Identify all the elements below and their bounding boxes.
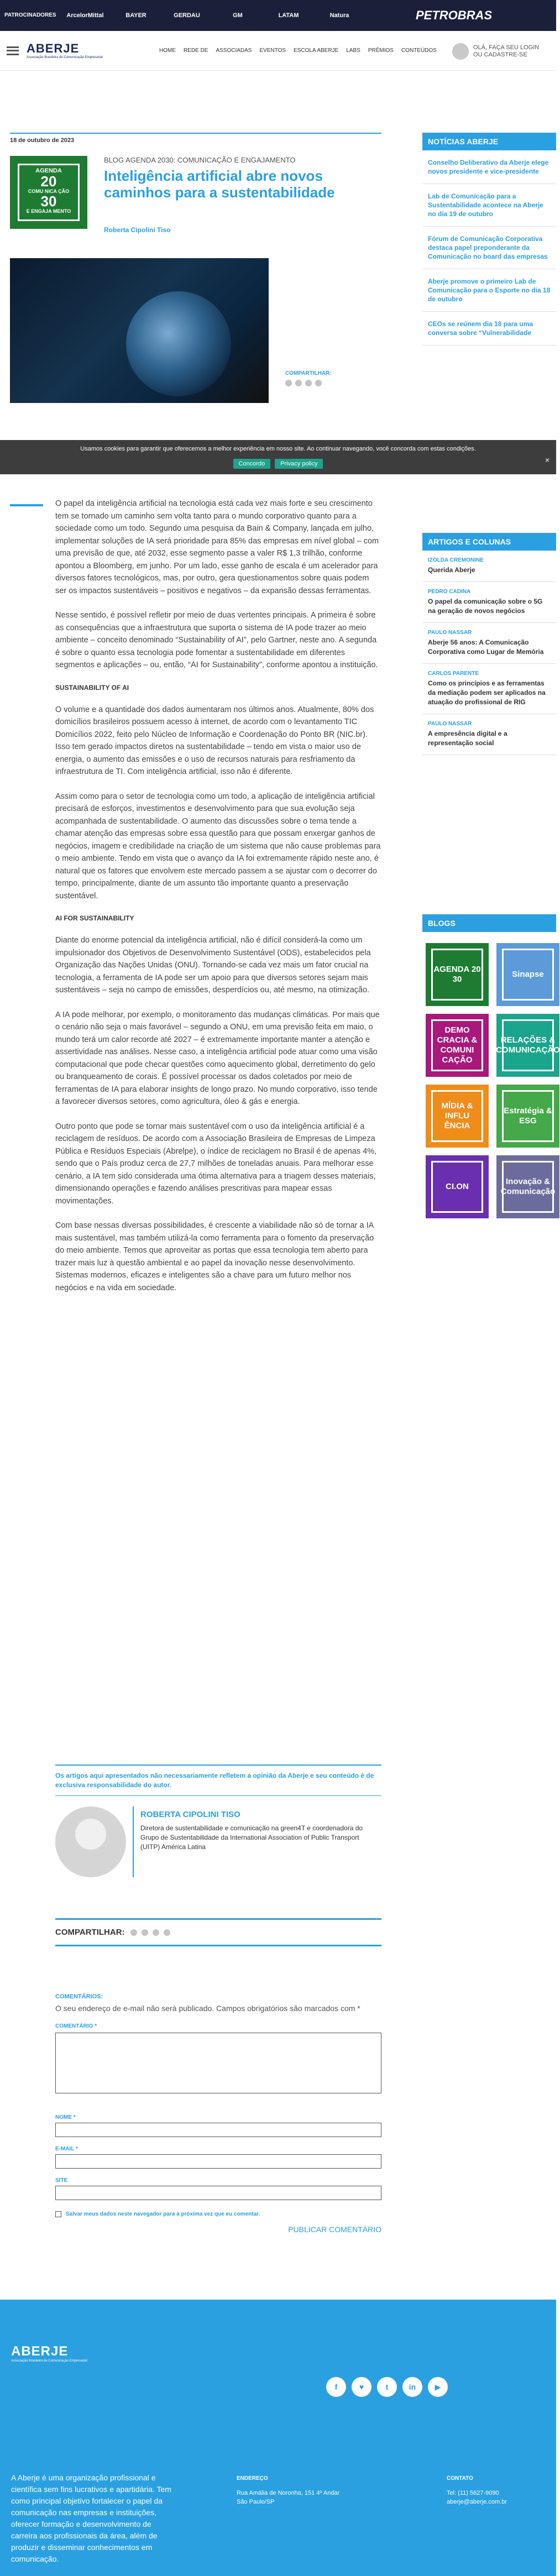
footer-logo[interactable] [11, 2344, 87, 2363]
article-item[interactable] [422, 582, 556, 623]
blog-tile[interactable] [496, 1014, 559, 1077]
article-header [10, 133, 381, 403]
social-links [326, 2377, 448, 2397]
address-title: ENDEREÇO [237, 2475, 268, 2481]
blog-tile[interactable] [426, 1014, 489, 1077]
blog-tile[interactable] [496, 943, 559, 1006]
blog-tile-label: Inovação & Comunicação [500, 1177, 556, 1196]
article-item-title: Como os princípios e as ferramentas da mediação podem ser aplicados na atuação do profissional de RIG [428, 679, 546, 706]
author-box [55, 1807, 381, 1877]
news-title: NOTÍCIAS ABERJE [422, 133, 556, 150]
nav-item-associadas[interactable]: ASSOCIADAS [216, 48, 252, 54]
comments-heading: COMENTÁRIOS: [55, 1993, 103, 2000]
blog-tile-label: Sinapse [512, 970, 544, 979]
footer-contact [447, 2474, 507, 2506]
share-label: COMPARTILHAR: [285, 370, 332, 376]
article-author-link[interactable]: Roberta Cipolini Tiso [104, 226, 171, 234]
sidebar-news [422, 133, 556, 345]
facebook-icon[interactable] [305, 380, 312, 386]
article-item-title: Querida Aberje [428, 566, 475, 574]
footer-address [237, 2474, 339, 2506]
contact-title: CONTATO [447, 2475, 473, 2481]
linkedin-icon[interactable]: in [402, 2377, 422, 2397]
sponsor-logo[interactable]: BAYER [125, 12, 146, 19]
blog-tile[interactable] [426, 943, 489, 1006]
badge-num1: 20 [40, 173, 57, 190]
author-name[interactable]: ROBERTA CIPOLINI TISO [140, 1810, 240, 1819]
accent-bar [10, 504, 43, 506]
nav-item-rede[interactable]: REDE DE [184, 48, 208, 54]
section-heading: SUSTAINABILITY OF AI [55, 683, 129, 692]
news-item[interactable]: Fórum de Comunicação Corporativa destaca papel preponderante da Comunicação no board das empresas [422, 227, 556, 269]
nav-item-premios[interactable]: PRÊMIOS [368, 48, 394, 54]
article-item-title: A empresência digital e a representação social [428, 730, 507, 747]
nav-item-labs[interactable]: LABS [346, 48, 360, 54]
site-logo[interactable] [27, 41, 121, 60]
comment-textarea[interactable] [55, 2033, 381, 2093]
blog-tile[interactable] [426, 1085, 489, 1148]
disclaimer: Os artigos aqui apresentados não necessariamente refletem a opinião da Aberje e seu conteúdo é de exclusiva responsabilidade do autor. [55, 1765, 381, 1796]
news-item[interactable]: Lab de Comunicação para a Sustentabilidade acontece na Aberje no dia 19 de outubro [422, 184, 556, 227]
instagram-icon[interactable]: ♥ [352, 2377, 371, 2397]
site-label: SITE [55, 2177, 68, 2184]
login-link[interactable] [452, 43, 540, 60]
article-item[interactable] [422, 664, 556, 714]
cookie-message: Usamos cookies para garantir que oferecemos a melhor experiência em nosso site. Ao continuar navegando, você concorda com estas condições. [80, 446, 476, 452]
paragraph: O papel da inteligência artificial na tecnologia está cada vez mais forte e seu crescimento tem se tornado um caminho sem volta tanto para o mundo corporativo quanto para a sociedade como um todo. Segundo uma pesquisa da Bain & Company, lançada em julho, implementar soluções de IA será prioridade para 85% das empresas em nível global – com uma previsão de que, até 2032, esse segmento passe a valer R$ 1,3 trilhão, conforme apontou a Bloomberg, em junho. Por um lado, esse ganho de escala é um acelerador para diversos fatores tecnológicos, mas, por outro, gera questionamentos sobre quais podem ser os impactos sustentáveis – positivos e negativos – da expansão dessas ferramentas. [55, 499, 379, 595]
sidebar-blogs [422, 914, 560, 1218]
sponsor-logo[interactable]: ArcelorMittal [66, 12, 104, 19]
sponsor-logo[interactable]: GERDAU [174, 12, 200, 19]
footer-brand-subtitle: Associação Brasileira de Comunicação Empresarial [11, 2359, 87, 2363]
site-footer [0, 2300, 556, 2576]
email-label: E-MAIL * [55, 2146, 78, 2152]
article-title: Inteligência artificial abre novos caminhos para a sustentabilidade [104, 167, 335, 201]
paragraph: Com base nessas diversas possibilidades, é crescente a viabilidade não só de tornar a IA mais sustentável, mas também utilizá-la como ferramenta para o fomento da preservação do meio ambiente. Temos que aproveitar as portas que essa tecnologia tem aberto para trazer mais luz à questão ambiental e ao papel da inovação nesse desenvolvimento. Sistemas modernos, eficazes e inteligentes são a chave para um futuro melhor nos negócios e na vida em sociedade. [55, 1221, 374, 1292]
article-item-author: PAULO NASSAR [428, 721, 472, 727]
article-item[interactable] [422, 623, 556, 664]
share-bottom [55, 1918, 381, 1946]
comment-form [55, 1993, 381, 2234]
site-header [0, 31, 556, 71]
article-date: 18 de outubro de 2023 [10, 133, 381, 144]
menu-icon[interactable] [7, 46, 19, 55]
blog-tile-label: DEMO CRACIA & COMUNI CAÇÃO [437, 1025, 478, 1065]
facebook-icon[interactable]: f [326, 2377, 346, 2397]
privacy-policy-button[interactable]: Privacy policy [275, 459, 323, 469]
comments-note: O seu endereço de e-mail não será publicado. Campos obrigatórios são marcados com * [55, 2004, 360, 2013]
paragraph: A IA pode melhorar, por exemplo, o monitoramento das mudanças climáticas. Por mais que o cenário não seja o mais favorável – segundo a ONU, em uma previsão feita em maio, o mundo terá um calor recorde até 2027 – é extremamente importante manter a atenção e assertividade nas análises. Nesse caso, a inteligência artificial pode atuar como uma visão computacional que pode checar questões como aquecimento global, derretimento do gelo ou branqueamento de corais. É possível processar os dados coletados por meio de ferramentas de IA para elaborar insights de longo prazo. No mundo corporativo, isso tende a favorecer diversos setores, como agricultura, óleo & gás e energia. [55, 1010, 380, 1106]
article-body [10, 498, 381, 1306]
name-label: NOME * [55, 2114, 76, 2121]
login-text: OLÁ, FAÇA SEU LOGIN OU CADASTRE-SE [473, 44, 540, 58]
linkedin-icon[interactable] [315, 380, 322, 386]
email-text[interactable]: aberje@aberje.com.br [447, 2499, 507, 2505]
email-icon[interactable] [142, 1929, 148, 1936]
sponsor-logo[interactable]: GM [233, 12, 243, 19]
badge-num2: 30 [40, 193, 57, 210]
blog-tile[interactable] [426, 1155, 489, 1218]
blog-tile-label: AGENDA 20 30 [433, 965, 481, 984]
nav-item-home[interactable]: HOME [159, 48, 176, 54]
author-bio: Diretora de sustentabilidade e comunicação na green4T e coordenadora do Grupo de Sustentabilidade da International Association of Public Transport (UITP) América Latina [140, 1824, 363, 1851]
article-hero-image [10, 258, 269, 403]
author-photo [55, 1807, 126, 1877]
footer-brand: ABERJE [11, 2344, 69, 2359]
sidebar-articles [422, 533, 556, 755]
twitter-icon[interactable]: t [377, 2377, 397, 2397]
nav-item-conteudos[interactable]: CONTEÚDOS [401, 48, 437, 54]
youtube-icon[interactable]: ▶ [428, 2377, 448, 2397]
articles-title: ARTIGOS E COLUNAS [422, 533, 556, 551]
paragraph: O volume e a quantidade dos dados aumentaram nos últimos anos. Atualmente, 80% dos domicílios brasileiros possuem acesso à internet, de acordo com o levantamento TIC Domicílios 2022, feito pelo Núcleo de Informação e Coordenação do Ponto BR (NIC.br). Isso tem gerado impactos diretos na sustentabilidade – tendo em vista o maior uso de energia, o aumento das emissões e o uso de recursos naturais para resfriamento da infraestrutura de TI. Com inteligência artificial, isso não é diferente. [55, 705, 374, 776]
phone-text[interactable]: Tel: (11) 5627-9090 [447, 2490, 499, 2496]
email-field[interactable] [55, 2154, 381, 2169]
footer-about: A Aberje é uma organização profissional e científica sem fins lucrativos e apartidária. Tem como principal objetivo fortalecer o papel da comunicação nas empresas e instituições, oferecer formação e desenvolvimento de carreira aos profissionais da área, além de produzir e disseminar conhecimentos em comunicação. [11, 2473, 171, 2563]
article-item-author: IZOLDA CREMONINE [428, 557, 484, 563]
twitter-icon[interactable] [285, 380, 292, 386]
blog-tile[interactable] [496, 1085, 559, 1148]
sponsor-logo[interactable]: LATAM [278, 12, 299, 19]
name-field[interactable] [55, 2123, 381, 2137]
paragraph: Diante do enorme potencial da inteligência artificial, não é difícil considerá-la como um impulsionador dos Objetivos de Desenvolvimento Sustentável (ODS), estabelecidos pela Organização das Nações Unidas (ONU). Tornando-se cada vez mais um fator crucial na tecnologia, a ferramenta de IA pode ser um apoio para que diversos setores sejam mais sustentáveis – seja no campo de emissões, desperdícios ou, até mesmo, na otimização. [55, 936, 371, 994]
sponsors-label: PATROCINADORES [4, 12, 56, 18]
main-nav [159, 48, 437, 54]
facebook-icon[interactable] [153, 1929, 159, 1936]
article-item-title: Aberje 56 anos: A Comunicação Corporativa como Lugar de Memória [428, 638, 544, 656]
site-field[interactable] [55, 2186, 381, 2200]
share-label: COMPARTILHAR: [55, 1928, 125, 1937]
section-heading: AI FOR SUSTAINABILITY [55, 914, 134, 922]
news-item[interactable]: CEOs se reúnem dia 18 para uma conversa sobre “Vulnerabilidade [422, 312, 556, 345]
save-data-checkbox[interactable] [55, 2211, 61, 2217]
twitter-icon[interactable] [130, 1929, 137, 1936]
badge-mid: COMU NICA ÇÃO [28, 189, 70, 194]
paragraph: Outro ponto que pode se tornar mais sustentável com o uso da inteligência artificial é a reciclagem de resíduos. De acordo com a Associação Brasileira de Empresas de Limpeza Pública e Resíduos Especiais (Abrelpe), o índice de reciclagem no Brasil é de apenas 4%, sendo que o País produz cerca de 27,7 milhões de toneladas anuais. Para melhorar esse cenário, a IA tem sido considerada uma ótima alternativa para a triagem desses materiais, dimensionando operações e fazendo análises prescritivas para mapear essas movimentações. [55, 1122, 377, 1206]
nav-item-eventos[interactable]: EVENTOS [259, 48, 286, 54]
blogs-title: BLOGS [422, 914, 556, 932]
linkedin-icon[interactable] [164, 1929, 170, 1936]
sponsor-logo[interactable]: Natura [329, 12, 349, 19]
news-item[interactable]: Aberje promove o primeiro Lab de Comunicação para o Esporte no dia 18 de outubro [422, 269, 556, 312]
article-item-title: O papel da comunicação sobre o 5G na geração de novos negócios [428, 598, 543, 615]
submit-comment-button[interactable]: PUBLICAR COMENTÁRIO [288, 2225, 381, 2234]
brand-subtitle: Associação Brasileira de Comunicação Empresarial [27, 56, 103, 59]
globe-icon [126, 291, 231, 396]
badge-bottom: E ENGAJA MENTO [26, 208, 71, 214]
article-item-author: PAULO NASSAR [428, 630, 472, 636]
email-icon[interactable] [295, 380, 302, 386]
share-side [285, 370, 332, 386]
nav-item-escola[interactable]: ESCOLA ABERJE [294, 48, 339, 54]
avatar-icon [452, 43, 469, 60]
cookie-banner [0, 440, 556, 474]
sponsor-logo[interactable]: PETROBRAS [416, 8, 493, 22]
article-category[interactable]: BLOG AGENDA 2030: COMUNICAÇÃO E ENGAJAMENTO [104, 156, 296, 164]
article-item[interactable] [422, 714, 556, 755]
badge-top: AGENDA [35, 167, 62, 174]
blog-tile[interactable] [496, 1155, 559, 1218]
blog-tile-label: Estratégia & ESG [504, 1106, 552, 1125]
sponsors-bar [0, 0, 556, 31]
agenda-2030-badge [10, 156, 87, 229]
news-item[interactable]: Conselho Deliberativo da Aberje elege novos presidente e vice-presidente [422, 150, 556, 184]
article-item[interactable] [422, 551, 556, 582]
paragraph: Assim como para o setor de tecnologia como um todo, a aplicação de inteligência artificial precisará de esforços, investimentos e desenvolvimento para que sua evolução seja acompanhada de sustentabilidade. O aumento das discussões sobre o tema tende a chamar atenção das empresas sobre essa questão para que possam enxergar ganhos de negócios, imagem e credibilidade na criação de um sistema que não cause problemas para o meio ambiente. Tendo em vista que o avanço da IA foi extremamente rápido neste ano, é natural que os fatores que envolvem este mercado passem a se ajustar com o decorrer do tempo, principalmente, diante de um assunto tão importante quanto a preservação sustentável. [55, 792, 381, 900]
save-data-label: Salvar meus dados neste navegador para a próxima vez que eu comentar. [66, 2211, 260, 2217]
cookie-accept-button[interactable]: Concordo [233, 459, 271, 469]
comment-label: COMENTÁRIO * [55, 2023, 97, 2029]
blog-tile-label: MÍDIA & INFLU ÊNCIA [441, 1101, 473, 1130]
close-icon[interactable]: × [545, 455, 549, 464]
article-item-author: PEDRO CADINA [428, 589, 471, 595]
paragraph: Nesse sentido, é possível refletir por meio de duas vertentes principais. A primeira é sobre as consequências que a infraestrutura que suporta o sistema de IA pode trazer ao meio ambiente – conceito denominado “Sustainability of AI”, pelo Gartner, neste ano. A segunda é sobre o quanto essa tecnologia pode fomentar a sustentabilidade em diferentes segmentos e aplicações – ou, então, “AI for Sustainability”, conforme apontou a instituição. [55, 611, 378, 669]
blog-tile-label: RELAÇÕES & COMUNICAÇÃO [496, 1035, 560, 1055]
brand-name: ABERJE [27, 41, 80, 55]
article-item-author: CARLOS PARENTE [428, 671, 479, 677]
address-text: Rua Amália de Noronha, 151 4º Andar São Paulo/SP [237, 2490, 340, 2505]
blog-tile-label: CI.ON [446, 1182, 469, 1191]
